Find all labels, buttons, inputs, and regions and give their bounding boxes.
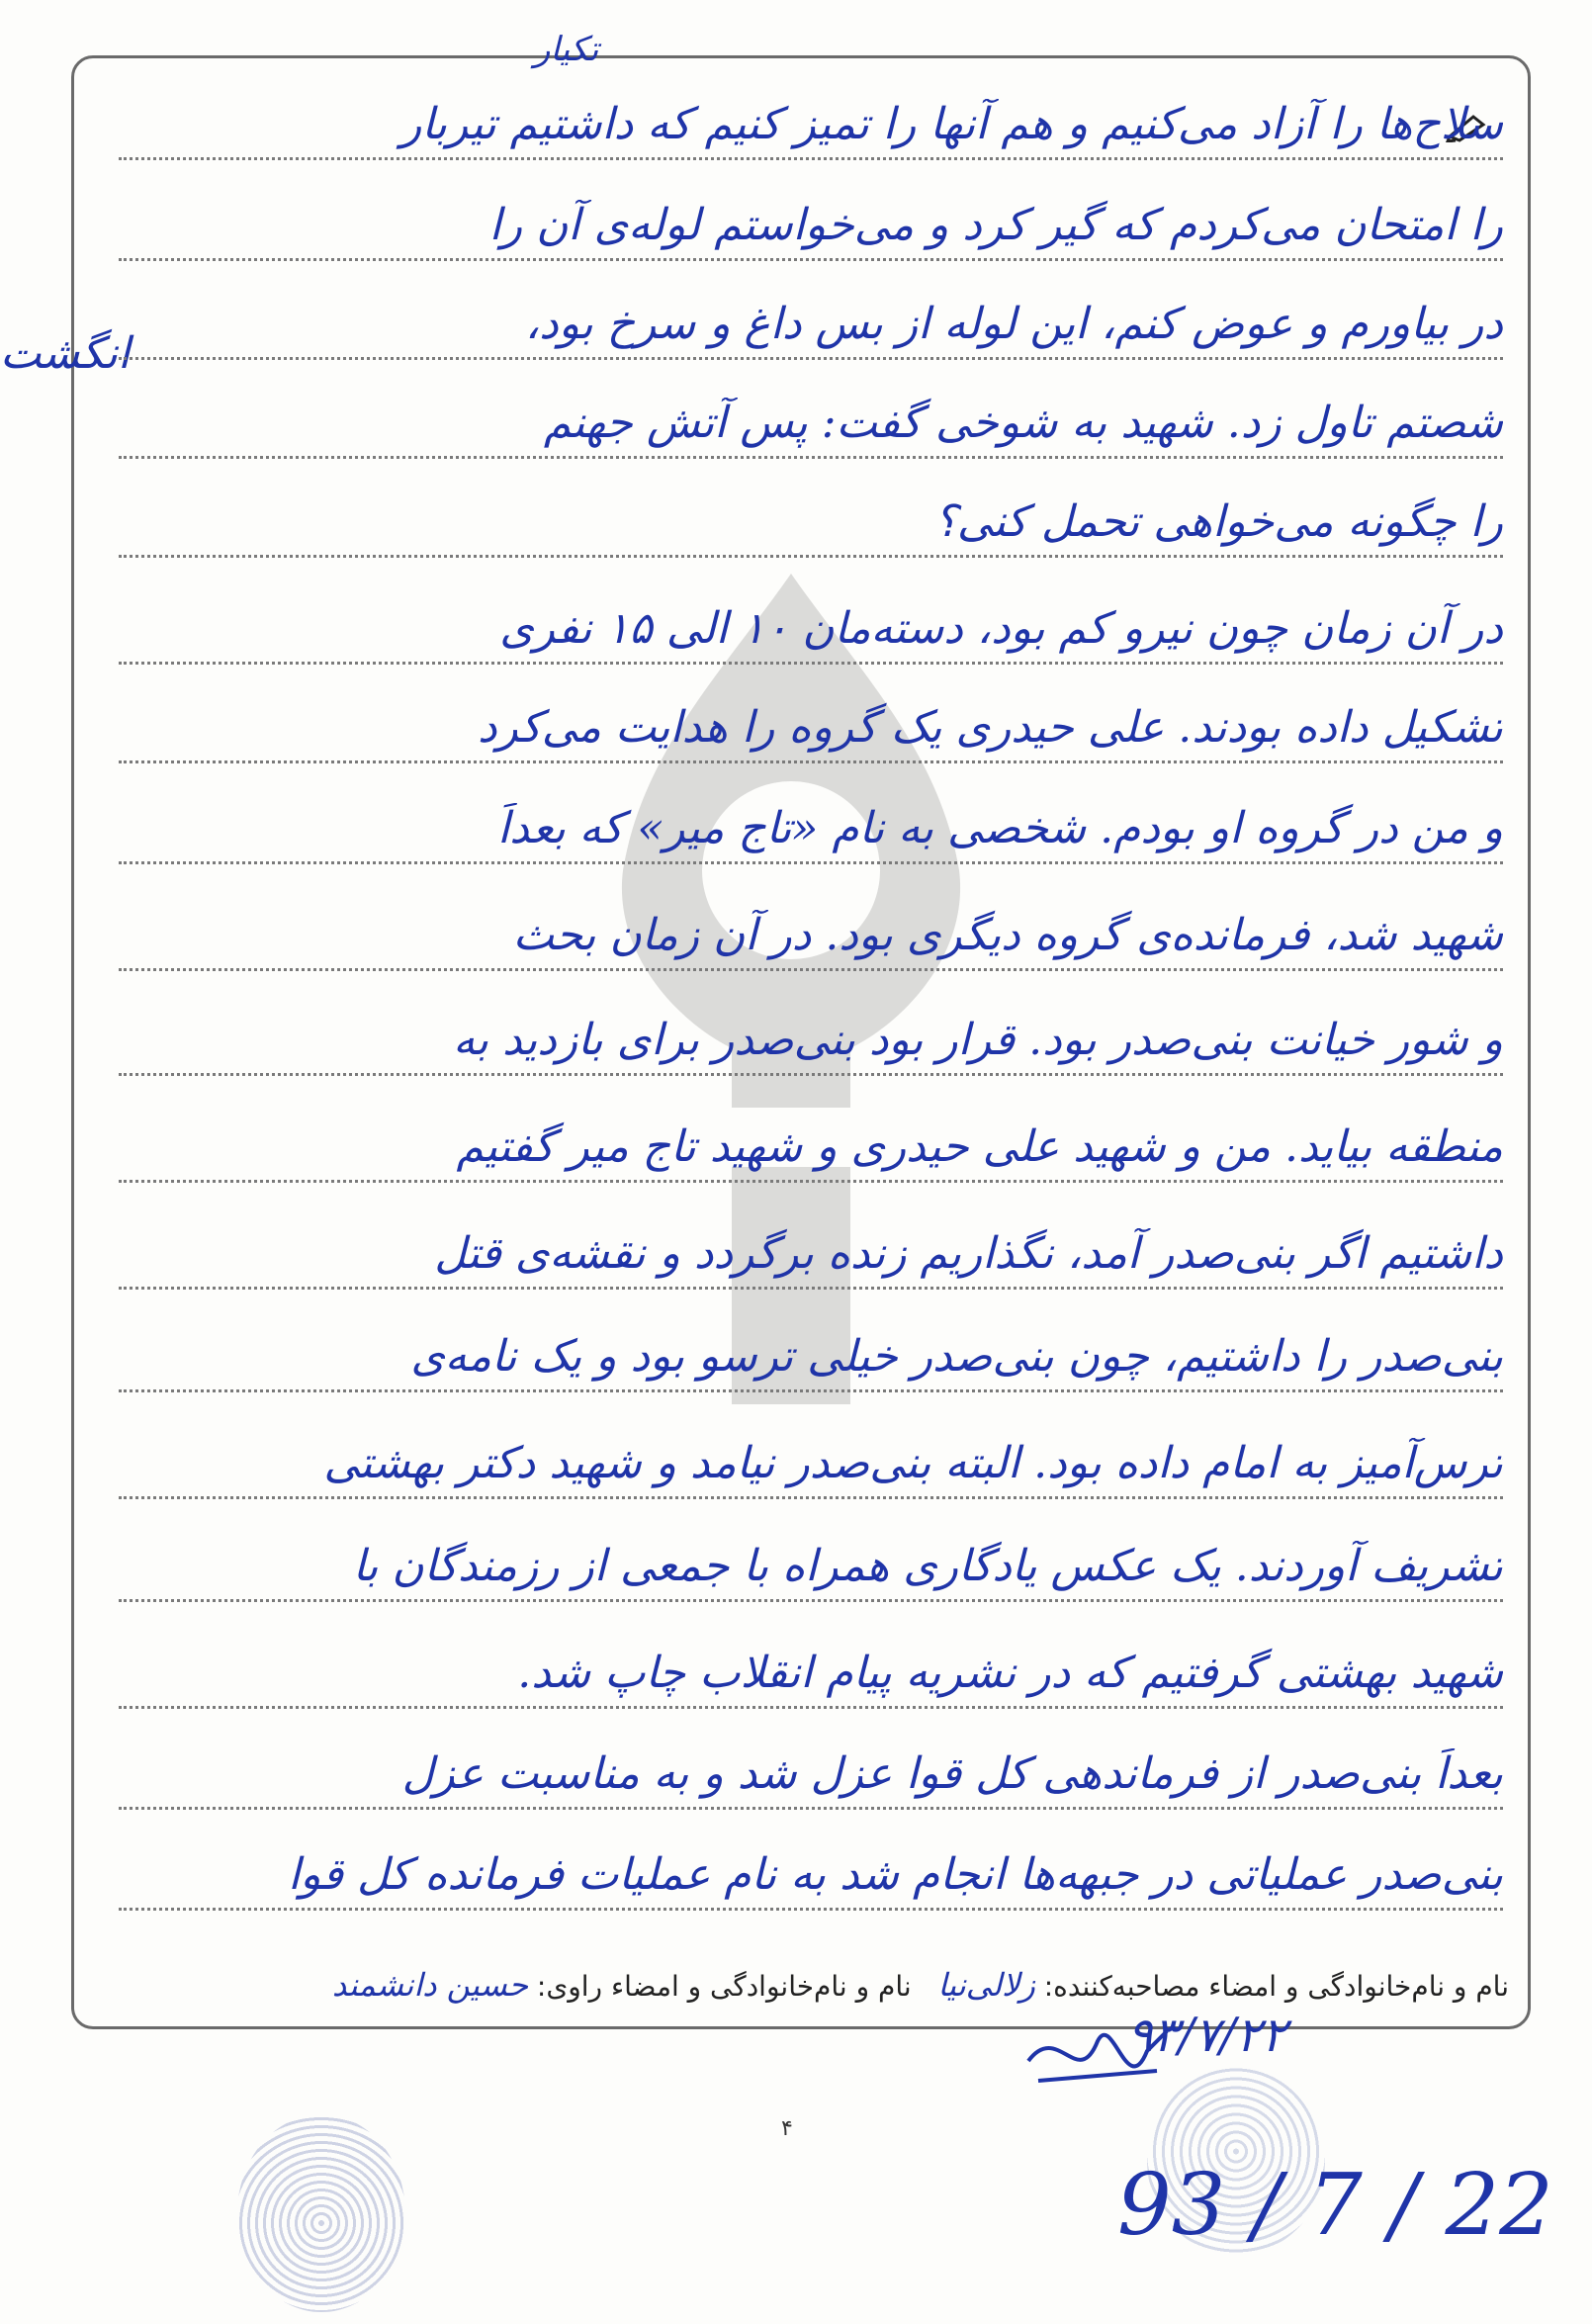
text-line-content: در آن زمان چون نیرو کم بود، دسته‌مان ۱۰ الی ۱۵ نفری xyxy=(499,603,1503,654)
text-line-content: سلاح‌ها را آزاد می‌کنیم و هم آنها را تمیز کنیم که داشتیم تیربار xyxy=(400,99,1503,149)
text-line-content: شصتم تاول زد. شهید به شوخی گفت: پس آتش جهنم xyxy=(543,398,1503,448)
interviewer-name: زلالی‌نیا xyxy=(937,1966,1035,2004)
signature xyxy=(1018,2002,1177,2110)
text-line-content: تشریف آوردند. یک عکس یادگاری همراه با جمعی از رزمندگان با xyxy=(352,1541,1503,1591)
text-line-content: شهید شد، فرمانده‌ی گروه دیگری بود. در آن زمان بحث xyxy=(512,910,1503,960)
margin-note: انگشت xyxy=(0,328,131,379)
text-line xyxy=(119,1820,1503,1911)
text-line-content: و شور خیانت بنی‌صدر بود. قرار بود بنی‌صدر برای بازدید به xyxy=(453,1015,1503,1065)
narrator-label: نام و نام‌خانوادگی و امضاء راوی: xyxy=(536,1970,912,2003)
text-line-content: منطقه بیاید. من و شهید علی حیدری و شهید تاج میر گفتیم xyxy=(456,1121,1503,1172)
text-line-content: شهید بهشتی گرفتیم که در نشریه پیام انقلاب چاپ شد. xyxy=(517,1648,1503,1698)
text-line xyxy=(119,1092,1503,1183)
text-line xyxy=(119,1408,1503,1499)
text-line xyxy=(119,69,1503,160)
interviewer-label: نام و نام‌خانوادگی و امضاء مصاحبه‌کننده: xyxy=(1043,1970,1509,2003)
narrator-name: حسین دانشمند xyxy=(331,1966,528,2004)
text-line xyxy=(119,368,1503,459)
text-line-content: در بیاورم و عوض کنم، این لوله از بس داغ و سرخ بود، xyxy=(524,299,1503,349)
text-line xyxy=(119,1199,1503,1290)
text-line xyxy=(119,985,1503,1076)
text-line-content: تشکیل داده بودند. علی حیدری یک گروه را هدایت می‌کرد xyxy=(477,702,1503,753)
text-line-content: بنی‌صدر عملیاتی در جبهه‌ها انجام شد به نام عملیات فرمانده کل قوا xyxy=(288,1849,1503,1900)
page-number: ۴ xyxy=(781,2116,793,2141)
text-line-content: ترس‌آمیز به امام داده بود. البته بنی‌صدر نیامد و شهید دکتر بهشتی xyxy=(323,1438,1503,1488)
text-line-content: داشتیم اگر بنی‌صدر آمد، نگذاریم زنده برگردد و نقشه‌ی قتل xyxy=(434,1228,1503,1279)
fingerprint-left xyxy=(237,2114,405,2312)
text-line-content: بنی‌صدر را داشتیم، چون بنی‌صدر خیلی ترسو بود و یک نامه‌ی xyxy=(410,1331,1503,1382)
text-line xyxy=(119,467,1503,558)
text-line-content: را چگونه می‌خواهی تحمل کنی؟ xyxy=(933,496,1503,547)
text-line xyxy=(119,269,1503,360)
text-line xyxy=(119,672,1503,763)
signature-footer xyxy=(95,1966,1509,2004)
interlinear-note: تکیار xyxy=(534,30,599,69)
text-line xyxy=(119,1301,1503,1392)
text-line xyxy=(119,170,1503,261)
text-line xyxy=(119,1511,1503,1602)
text-line xyxy=(119,1618,1503,1709)
text-line-content: و من در گروه او بودم. شخصی به نام «تاج میر» که بعداً xyxy=(497,803,1503,853)
text-line xyxy=(119,773,1503,864)
text-line xyxy=(119,574,1503,665)
text-line xyxy=(119,1719,1503,1810)
text-line-content: بعداً بنی‌صدر از فرماندهی کل قوا عزل شد و به مناسبت عزل xyxy=(401,1748,1503,1799)
text-line-content: را امتحان می‌کردم که گیر کرد و می‌خواستم لوله‌ی آن را xyxy=(488,200,1503,250)
footer-date: ۹۳/۷/۲۲ xyxy=(1127,2008,1287,2063)
text-line xyxy=(119,880,1503,971)
bottom-date: 93 / 7 / 22 xyxy=(1117,2156,1553,2255)
